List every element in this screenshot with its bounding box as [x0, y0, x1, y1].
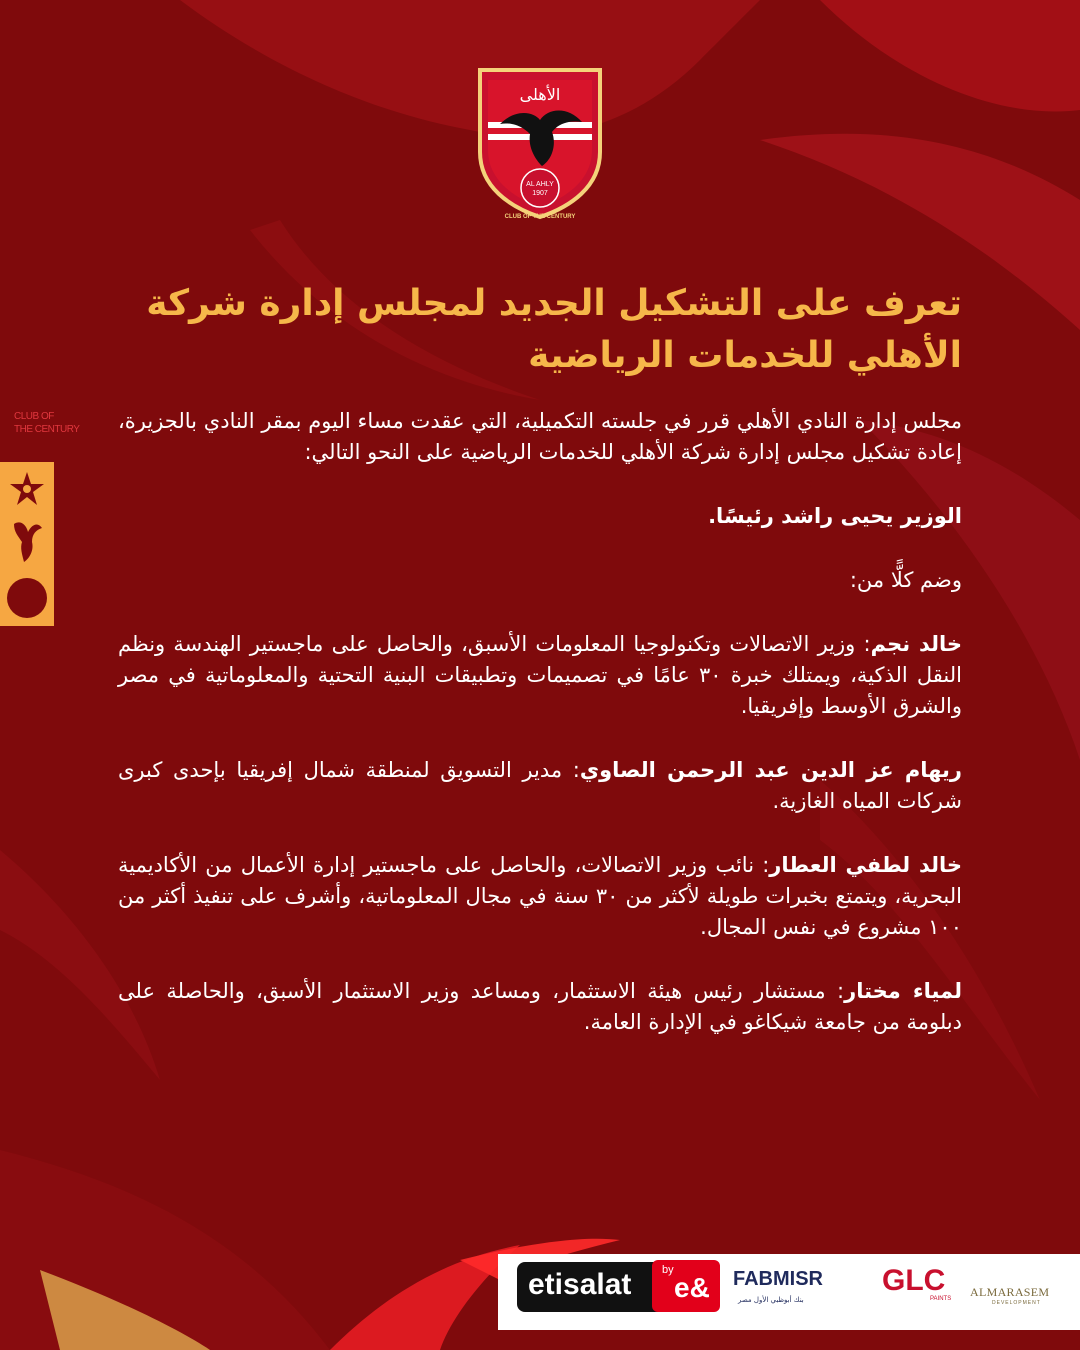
logo-year: 1907	[532, 190, 548, 197]
members-intro: وضم كلًّا من:	[849, 568, 962, 592]
almarasem-logo: ALMARASEM	[970, 1285, 1050, 1299]
star-icon	[10, 472, 44, 505]
member-name: ريهام عز الدين عبد الرحمن الصاوي	[579, 758, 962, 782]
intro-paragraph: مجلس إدارة النادي الأهلي قرر في جلسته التكميلية، التي عقدت مساء اليوم بمقر النادي بالجزيرة، إعادة تشكيل مجلس إدارة شركة الأهلي للخدمات الرياضية على النحو التالي:	[118, 409, 962, 464]
member-name: لمياء مختار	[844, 979, 962, 1003]
eand-by: by	[662, 1264, 674, 1276]
glc-paints-subtitle: PAINTS	[930, 1296, 952, 1302]
eand-logo	[652, 1260, 720, 1312]
side-accent-strip	[0, 462, 54, 626]
member-paragraph	[118, 629, 962, 722]
member-name: خالد لطفي العطار	[769, 853, 963, 877]
chairman-line: الوزير يحيى راشد رئيسًا.	[708, 504, 962, 528]
headline	[102, 278, 962, 382]
headline-line2: الأهلي للخدمات الرياضية	[528, 335, 962, 376]
logo-arabic-name: الأهلى	[519, 85, 561, 104]
almarasem-subtitle: DEVELOPMENT	[992, 1300, 1041, 1306]
circle-icon	[7, 578, 47, 618]
member-paragraph	[118, 755, 962, 817]
member-paragraph	[118, 976, 962, 1038]
eagle-icon	[14, 522, 42, 562]
side-label	[14, 410, 94, 436]
article-body	[118, 406, 962, 1071]
fab-misr-logo: FABMISR	[733, 1268, 823, 1290]
logo-motto: CLUB OF THE CENTURY	[504, 214, 576, 220]
fab-misr-subtitle: بنك أبوظبي الأول مصر	[738, 1296, 804, 1304]
al-ahly-logo	[470, 62, 610, 222]
eagle-crest-icon	[470, 62, 610, 222]
side-label-line1: CLUB OF	[14, 411, 54, 422]
member-paragraph	[118, 850, 962, 943]
member-bio: : مستشار رئيس هيئة الاستثمار، ومساعد وزير الاستثمار الأسبق، والحاصلة على دبلومة من جامعة شيكاغو في الإدارة العامة.	[118, 979, 962, 1034]
member-bio: : نائب وزير الاتصالات، والحاصل على ماجستير إدارة الأعمال من الأكاديمية البحرية، ويتمتع بخبرات طويلة لأكثر من ٣٠ سنة في مجال المعلوماتية، وأشرف على تنفيذ أكثر من ١٠٠ مشروع في نفس المجال.	[118, 853, 962, 939]
side-label-line2: THE CENTURY	[14, 424, 80, 435]
eand-mark: e&	[674, 1272, 710, 1303]
headline-line1: تعرف على التشكيل الجديد لمجلس إدارة شركة	[146, 283, 962, 324]
logo-english-name: AL AHLY	[526, 181, 554, 188]
member-bio: : وزير الاتصالات وتكنولوجيا المعلومات الأسبق، والحاصل على ماجستير الهندسة ونظم النقل الذكية، ويمتلك خبرة ٣٠ عامًا في تصميمات وتطبيقات البنية التحتية والمعلوماتية في مصر والشرق الأوسط وإفريقيا.	[118, 632, 962, 718]
member-bio: : مدير التسويق لمنطقة شمال إفريقيا بإحدى كبرى شركات المياه الغازية.	[118, 758, 962, 813]
etisalat-name: etisalat	[528, 1268, 632, 1301]
member-name: خالد نجم	[870, 632, 963, 656]
glc-paints-logo: GLC	[882, 1264, 946, 1297]
